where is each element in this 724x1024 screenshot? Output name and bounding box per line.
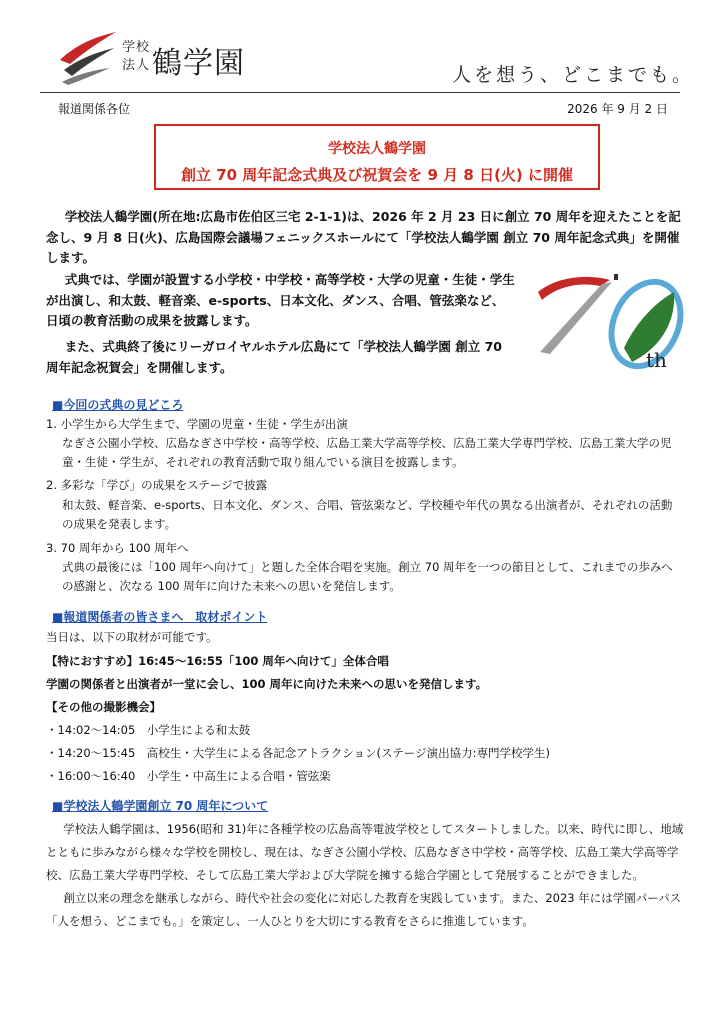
highlight-3-body: 式典の最後には「100 周年へ向けて」と題した全体合唱を実施。創立 70 周年を一つの節目として、これまでの歩みへの感謝と、次なる 100 周年に向けた未来への思いを発信します。: [62, 560, 673, 593]
emblem-suffix: th: [646, 348, 667, 372]
header-divider: [40, 92, 680, 93]
about-paragraph-1: 学校法人鶴学園は、1956(昭和 31)年に各種学校の広島高等電波学校としてスタートしました。以来、時代に即し、地域とともに歩みながら様々な学校を開校し、現在は、なぎさ公園小学校、広島なぎさ中学校・高等学校、広島工業大学高等学校、広島工業大学専門学校、そして広島工業大学および大学院を擁する総合学園として発展することができました。: [46, 822, 684, 882]
logo-label-school: 学校: [122, 40, 151, 55]
press-intro: 当日は、以下の取材が可能です。: [46, 630, 218, 644]
highlights-heading: ■今回の式典の見どころ: [52, 398, 184, 412]
school-name: 鶴学園: [152, 46, 245, 81]
about-paragraph-2: 創立以来の理念を継承しながら、時代や社会の変化に対応した教育を実践しています。また、2023 年には学園パーパス「人を想う、どこまでも。」を策定し、一人ひとりを大切にする教育をさらに推進しています。: [46, 891, 682, 928]
highlight-2-title: 2. 多彩な「学び」の成果をステージで披露: [46, 478, 268, 492]
press-featured-title: 【特におすすめ】16:45～16:55「100 周年へ向けて」全体合唱: [46, 654, 389, 668]
lead-paragraph-2: 式典では、学園が設置する小学校・中学校・高等学校・大学の児童・生徒・学生が出演し、和太鼓、軽音楽、e-sports、日本文化、ダンス、合唱、管弦楽など、日頃の教育活動の成果を披露します。: [46, 272, 515, 328]
logo-label-corporation: 法人: [122, 58, 151, 73]
70th-anniversary-emblem-icon: [528, 262, 688, 382]
highlight-3-title: 3. 70 周年から 100 周年へ: [46, 541, 189, 555]
tagline: 人を想う、どこまでも。: [452, 64, 695, 86]
press-heading: ■報道関係者の皆さまへ 取材ポイント: [52, 610, 268, 624]
press-other-item: ・16:00～16:40 小学生・中高生による合唱・管弦楽: [46, 769, 331, 783]
lead-paragraph-3: また、式典終了後にリーガロイヤルホテル広島にて「学校法人鶴学園 創立 70 周年記念祝賀会」を開催します。: [46, 339, 502, 375]
highlight-2-body: 和太鼓、軽音楽、e-sports、日本文化、ダンス、合唱、管弦楽など、学校種や年代の異なる出演者が、それぞれの活動の成果を発表します。: [62, 498, 673, 531]
crane-wing-logo-icon: [58, 30, 118, 86]
about-heading: ■学校法人鶴学園創立 70 周年について: [52, 799, 269, 813]
highlight-1-body: なぎさ公園小学校、広島なぎさ中学校・高等学校、広島工業大学高等学校、広島工業大学専門学校、広島工業大学の児童・生徒・学生が、それぞれの教育活動で取り組んでいる演目を披露します。: [62, 436, 672, 469]
press-other-title: 【その他の撮影機会】: [46, 700, 161, 714]
press-featured-body: 学園の関係者と出演者が一堂に会し、100 周年に向けた未来への思いを発信します。: [46, 677, 488, 691]
title-line-2: 創立 70 周年記念式典及び祝賀会を 9 月 8 日(火) に開催: [180, 166, 574, 184]
highlight-1-title: 1. 小学生から大学生まで、学園の児童・生徒・学生が出演: [46, 417, 348, 431]
press-other-item: ・14:20～15:45 高校生・大学生による各記念アトラクション(ステージ演出協力:専門学校学生): [46, 746, 550, 760]
title-line-1: 学校法人鶴学園: [328, 141, 426, 157]
release-date: 2026 年 9 月 2 日: [567, 102, 668, 116]
recipient: 報道関係各位: [58, 102, 131, 116]
title-box: [154, 124, 600, 190]
press-other-item: ・14:02～14:05 小学生による和太鼓: [46, 723, 251, 737]
lead-paragraph-1: 学校法人鶴学園(所在地:広島市佐伯区三宅 2-1-1)は、2026 年 2 月 23 日に創立 70 周年を迎えたことを記念し、9 月 8 日(火)、広島国際会議場フェニックスホールにて「学校法人鶴学園 創立 70 周年記念式典」を開催します。: [46, 209, 681, 265]
